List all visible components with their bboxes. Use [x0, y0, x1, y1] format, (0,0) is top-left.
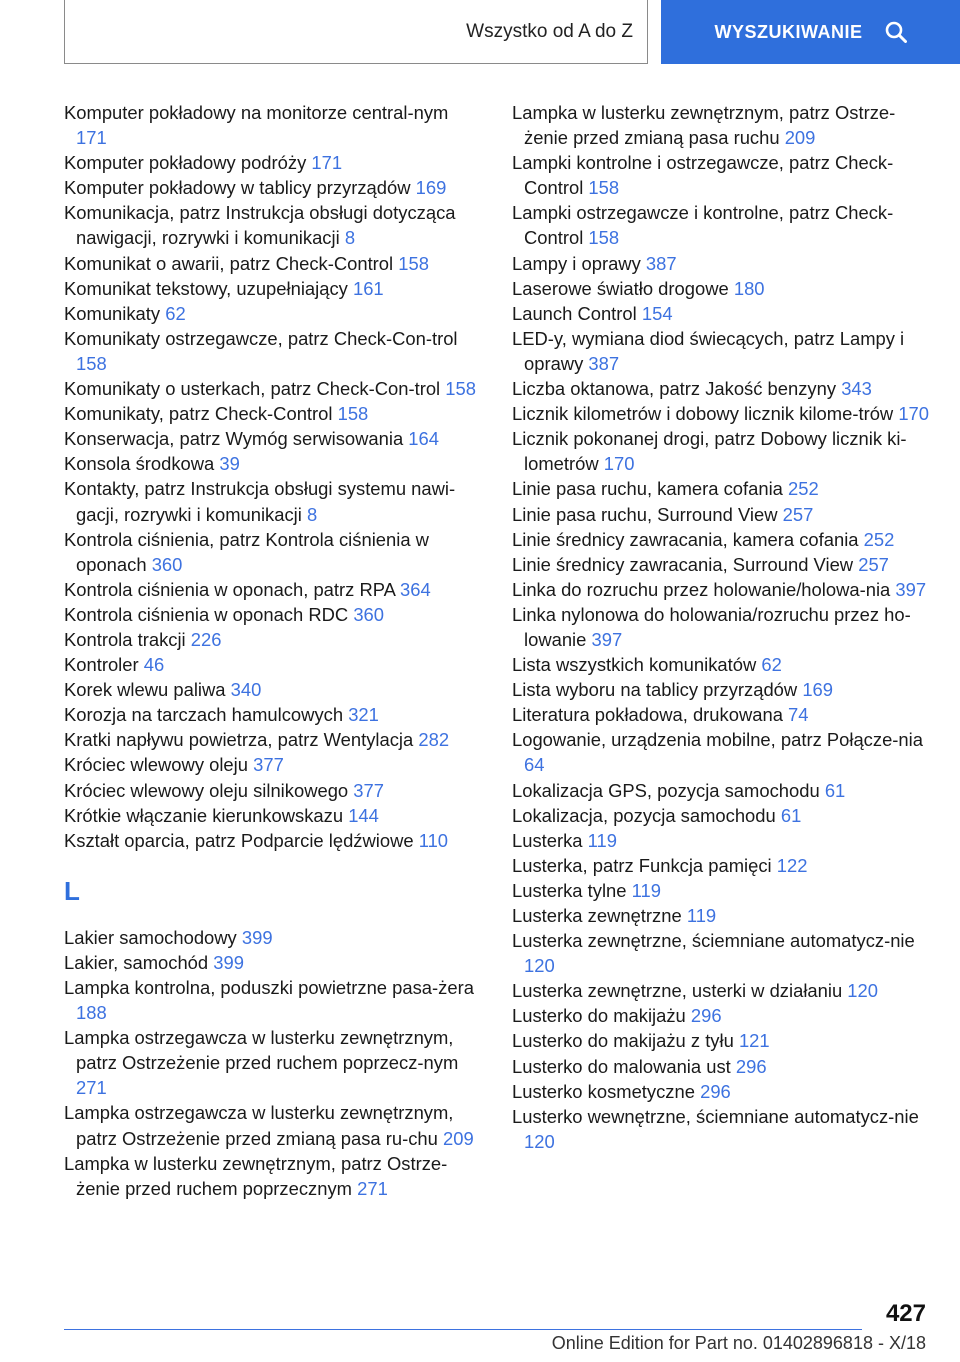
index-entry: [512, 928, 932, 978]
index-entry-text: Lampka w lusterku zewnętrznym, patrz Ostrze-żenie przed ruchem poprzecznym: [64, 1152, 448, 1199]
index-entry: [64, 828, 476, 853]
index-column-right: [512, 100, 932, 1154]
index-entry-text: Kontrola trakcji: [64, 628, 186, 650]
page-link[interactable]: 209: [442, 1127, 474, 1149]
index-entry: [64, 326, 476, 376]
page-link[interactable]: 397: [591, 628, 623, 650]
index-entry-text: Licznik pokonanej drogi, patrz Dobowy licznik ki-lometrów: [512, 428, 907, 475]
page-link[interactable]: 377: [353, 779, 384, 801]
page-link[interactable]: 171: [76, 127, 107, 149]
index-entry-text: Komputer pokładowy w tablicy przyrządów: [64, 177, 411, 199]
page-link[interactable]: 110: [418, 829, 449, 851]
page-link[interactable]: 158: [337, 403, 369, 425]
index-entry: [64, 778, 476, 803]
page-link[interactable]: 39: [219, 453, 240, 475]
page-link[interactable]: 121: [738, 1030, 770, 1052]
page-link[interactable]: 119: [686, 905, 717, 926]
page-link[interactable]: 257: [782, 503, 814, 525]
index-entry: [512, 853, 932, 878]
page-link[interactable]: 46: [143, 654, 165, 676]
index-group-k: [64, 100, 476, 853]
index-entry-text: Kontrola ciśnienia w oponach, patrz RPA: [64, 578, 395, 600]
page-link[interactable]: 170: [603, 453, 635, 475]
index-entry-text: Lokalizacja, pozycja samochodu: [512, 804, 776, 826]
index-entry-text: Laserowe światło drogowe: [512, 277, 729, 299]
page-link[interactable]: 158: [445, 378, 476, 400]
index-entry-text: Konsola środkowa: [64, 453, 215, 475]
index-entry-text: Linie średnicy zawracania, Surround View: [512, 553, 854, 575]
index-entry: [64, 950, 476, 975]
page-link[interactable]: 399: [213, 951, 244, 973]
index-entry: [512, 150, 932, 200]
index-entry-text: Kontrola ciśnienia, patrz Kontrola ciśnienia w oponach: [64, 528, 429, 575]
index-entry: [512, 903, 932, 928]
page-link[interactable]: 257: [858, 553, 889, 575]
page-link[interactable]: 61: [824, 779, 846, 801]
index-entry: [512, 652, 932, 677]
tab-a-to-z-label: Wszystko od A do Z: [466, 20, 633, 42]
index-entry-text: Lusterko do makijażu: [512, 1005, 686, 1027]
page-link[interactable]: 321: [348, 704, 379, 726]
page-link[interactable]: 8: [306, 503, 318, 525]
page-link[interactable]: 360: [353, 603, 384, 625]
index-entry-text: Kształt oparcia, patrz Podparcie lędźwiowe: [64, 829, 414, 851]
index-entry: [512, 376, 932, 401]
search-tab[interactable]: [661, 0, 960, 64]
index-entry-text: Komunikaty, patrz Check-Control: [64, 403, 333, 425]
footer-divider: [64, 1329, 862, 1330]
index-entry: [64, 175, 476, 200]
index-entry-text: Kontroler: [64, 654, 139, 676]
index-entry: [64, 1025, 476, 1100]
index-entry: [512, 828, 932, 853]
page-link[interactable]: 296: [735, 1055, 767, 1077]
index-entry-text: Lista wyboru na tablicy przyrządów: [512, 679, 798, 701]
index-entry: [64, 577, 476, 602]
index-entry-text: Lusterka zewnętrzne: [512, 905, 682, 926]
page-link[interactable]: 296: [690, 1005, 722, 1027]
page-link[interactable]: 340: [230, 679, 262, 701]
page-link[interactable]: 161: [352, 277, 384, 299]
page-link[interactable]: 120: [524, 1130, 555, 1152]
index-entry-text: Linka nylonowa do holowania/rozruchu przez ho-lowanie: [512, 603, 911, 650]
index-entry-text: Króciec wlewowy oleju: [64, 754, 248, 776]
section-letter: L: [64, 875, 80, 906]
page-link[interactable]: 360: [151, 553, 183, 575]
page-link[interactable]: 170: [898, 403, 930, 425]
page-link[interactable]: 119: [631, 879, 661, 901]
index-entry: [64, 975, 476, 1025]
index-entry: [64, 527, 476, 577]
index-entry: [64, 200, 476, 250]
page-link[interactable]: 252: [863, 528, 895, 550]
index-entry: [512, 602, 932, 652]
index-entry-text: Literatura pokładowa, drukowana: [512, 704, 783, 726]
index-entry: [512, 251, 932, 276]
index-entry: [512, 878, 932, 903]
index-entry: [512, 326, 932, 376]
index-entry: [512, 702, 932, 727]
index-entry: [64, 476, 476, 526]
tab-a-to-z[interactable]: [64, 0, 648, 64]
page-link[interactable]: 252: [788, 478, 819, 500]
page-link[interactable]: 282: [418, 729, 450, 751]
index-entry: [512, 778, 932, 803]
index-entry-text: Lampka ostrzegawcza w lusterku zewnętrznym, patrz Ostrzeżenie przed ruchem poprzecz-nym: [64, 1027, 459, 1074]
footer-edition-text: Online Edition for Part no. 01402896818 - X/18: [551, 1333, 926, 1353]
index-entry: [512, 200, 932, 250]
index-entry-text: Komunikat tekstowy, uzupełniający: [64, 277, 348, 299]
search-tab-label: WYSZUKIWANIE: [714, 21, 863, 42]
index-entry: [64, 100, 476, 150]
index-entry: [512, 426, 932, 476]
index-entry-text: Konserwacja, patrz Wymóg serwisowania: [64, 428, 404, 450]
index-entry-text: Lakier, samochód: [64, 951, 209, 973]
index-entry: [512, 527, 932, 552]
index-entry: [512, 1003, 932, 1028]
index-entry-text: Korek wlewu paliwa: [64, 679, 226, 701]
index-entry-text: Kratki napływu powietrza, patrz Wentylacja: [64, 729, 414, 751]
index-entry-text: Linie pasa ruchu, kamera cofania: [512, 478, 783, 500]
index-entry-text: Liczba oktanowa, patrz Jakość benzyny: [512, 378, 837, 400]
index-entry-text: Lusterka, patrz Funkcja pamięci: [512, 854, 772, 876]
index-entry: [512, 401, 932, 426]
index-entry-text: Lampka ostrzegawcza w lusterku zewnętrznym, patrz Ostrzeżenie przed zmianą pasa ru-chu: [64, 1102, 454, 1149]
index-entry-text: Komputer pokładowy podróży: [64, 152, 307, 174]
index-entry: [512, 276, 932, 301]
page-link[interactable]: 158: [398, 252, 429, 274]
index-entry: [512, 552, 932, 577]
page-link[interactable]: 169: [802, 679, 833, 701]
index-entry-text: Lampka kontrolna, poduszki powietrzne pasa-żera: [64, 977, 474, 998]
index-entry-text: Lusterka zewnętrzne, usterki w działaniu: [512, 980, 843, 1002]
index-entry: [512, 1079, 932, 1104]
index-entry: [512, 100, 932, 150]
index-entry-text: Logowanie, urządzenia mobilne, patrz Połącze-nia: [512, 729, 923, 751]
search-icon: [885, 21, 907, 43]
index-entry-text: Lusterka zewnętrzne, ściemniane automatycz-nie: [512, 930, 915, 952]
page-link[interactable]: 122: [776, 854, 808, 876]
index-entry-text: Króciec wlewowy oleju silnikowego: [64, 779, 349, 801]
index-entry-text: Komunikaty o usterkach, patrz Check-Con-trol: [64, 378, 441, 400]
page-link[interactable]: 399: [241, 926, 273, 948]
index-entry: [64, 401, 476, 426]
page-link[interactable]: 364: [400, 578, 431, 600]
index-entry-text: Korozja na tarczach hamulcowych: [64, 704, 344, 726]
index-entry-text: Linie średnicy zawracania, kamera cofania: [512, 528, 859, 550]
page-link[interactable]: 158: [588, 227, 620, 249]
page-link[interactable]: 74: [788, 704, 809, 726]
index-entry: [512, 1054, 932, 1079]
index-entry: [64, 925, 476, 950]
index-entry: [64, 602, 476, 627]
page-link[interactable]: 226: [190, 628, 222, 650]
page-link[interactable]: 120: [847, 980, 878, 1002]
index-entry: [512, 301, 932, 326]
index-entry: [64, 752, 476, 777]
index-entry-text: Komunikaty: [64, 302, 161, 324]
page-link[interactable]: 387: [588, 352, 620, 374]
index-entry-text: Lokalizacja GPS, pozycja samochodu: [512, 779, 820, 801]
index-entry-text: Kontrola ciśnienia w oponach RDC: [64, 603, 349, 625]
page-link[interactable]: 64: [524, 754, 545, 776]
page-link[interactable]: 188: [76, 1002, 107, 1024]
index-entry: [64, 1151, 476, 1201]
index-entry-text: Komunikat o awarii, patrz Check-Control: [64, 252, 394, 274]
page-link[interactable]: 164: [408, 428, 439, 450]
page-link[interactable]: 209: [784, 127, 816, 149]
index-entry: [64, 702, 476, 727]
index-entry: [512, 978, 932, 1003]
index-entry-text: Lusterka: [512, 829, 583, 851]
page-link[interactable]: 158: [588, 177, 620, 199]
index-group-l-continued: [512, 100, 932, 1154]
page-link[interactable]: 180: [733, 277, 765, 299]
index-entry-text: Komputer pokładowy na monitorze central-nym: [64, 102, 449, 123]
page-link[interactable]: 377: [253, 754, 284, 776]
index-entry: [64, 677, 476, 702]
page-link[interactable]: 62: [761, 654, 782, 676]
page-link[interactable]: 120: [524, 955, 555, 977]
index-entry: [512, 476, 932, 501]
page-link[interactable]: 271: [76, 1077, 107, 1099]
index-entry-text: Lampki kontrolne i ostrzegawcze, patrz Check-Control: [512, 152, 894, 199]
page-link[interactable]: 154: [641, 302, 673, 324]
index-entry: [64, 451, 476, 476]
page-link[interactable]: 271: [357, 1177, 388, 1199]
index-entry: [512, 727, 932, 777]
page-number: 427: [885, 1300, 926, 1327]
index-entry: [512, 577, 932, 602]
page-link[interactable]: 397: [895, 578, 927, 600]
index-entry-text: Lusterko do makijażu z tyłu: [512, 1030, 734, 1052]
index-entry-text: Lampka w lusterku zewnętrznym, patrz Ostrze-żenie przed zmianą pasa ruchu: [512, 102, 896, 149]
index-entry: [64, 727, 476, 752]
page-link[interactable]: 387: [645, 252, 677, 274]
index-entry-text: Lusterko do malowania ust: [512, 1055, 731, 1077]
index-entry-text: Lusterka tylne: [512, 879, 627, 901]
page-link[interactable]: 296: [700, 1080, 731, 1102]
index-entry: [512, 677, 932, 702]
index-entry-text: Lusterko kosmetyczne: [512, 1080, 695, 1102]
page-link[interactable]: 158: [76, 352, 107, 374]
index-entry: [64, 376, 476, 401]
page-link[interactable]: 62: [165, 302, 186, 324]
index-entry: [64, 627, 476, 652]
page-link[interactable]: 169: [415, 177, 447, 199]
page-link[interactable]: 343: [841, 378, 872, 400]
index-entry-text: Linka do rozruchu przez holowanie/holowa-nia: [512, 578, 891, 600]
index-group-l: [64, 925, 476, 1201]
index-entry-text: LED-y, wymiana diod świecących, patrz Lampy i oprawy: [512, 327, 905, 374]
index-column-left: [64, 100, 476, 1201]
index-entry: [64, 803, 476, 828]
index-entry-text: Krótkie włączanie kierunkowskazu: [64, 804, 344, 826]
index-entry: [512, 1028, 932, 1053]
index-entry-text: Licznik kilometrów i dobowy licznik kilome-trów: [512, 403, 894, 425]
index-entry: [64, 1100, 476, 1150]
page-link[interactable]: 119: [587, 829, 617, 851]
index-entry: [64, 652, 476, 677]
index-entry-text: Kontakty, patrz Instrukcja obsługi systemu nawi-gacji, rozrywki i komunikacji: [64, 478, 456, 525]
index-entry-text: Komunikaty ostrzegawcze, patrz Check-Con-trol: [64, 327, 458, 349]
index-entry-text: Lampki ostrzegawcze i kontrolne, patrz Check-Control: [512, 202, 894, 249]
index-entry: [64, 276, 476, 301]
index-entry-text: Lampy i oprawy: [512, 252, 641, 274]
index-entry: [64, 150, 476, 175]
index-entry: [512, 803, 932, 828]
index-entry-text: Lakier samochodowy: [64, 926, 237, 948]
index-entry-text: Lusterko wewnętrzne, ściemniane automatycz-nie: [512, 1105, 919, 1127]
index-entry: [512, 502, 932, 527]
page-link[interactable]: 144: [348, 804, 379, 826]
page-link[interactable]: 61: [780, 804, 802, 826]
index-entry-text: Lista wszystkich komunikatów: [512, 654, 757, 676]
page-link[interactable]: 8: [344, 227, 356, 249]
index-entry-text: Komunikacja, patrz Instrukcja obsługi dotycząca nawigacji, rozrywki i komunikacji: [64, 202, 456, 249]
index-entry: [512, 1104, 932, 1154]
index-entry-text: Launch Control: [512, 302, 637, 324]
page-link[interactable]: 171: [311, 152, 343, 174]
index-entry: [64, 251, 476, 276]
index-entry: [64, 301, 476, 326]
index-entry: [64, 426, 476, 451]
index-entry-text: Linie pasa ruchu, Surround View: [512, 503, 778, 525]
